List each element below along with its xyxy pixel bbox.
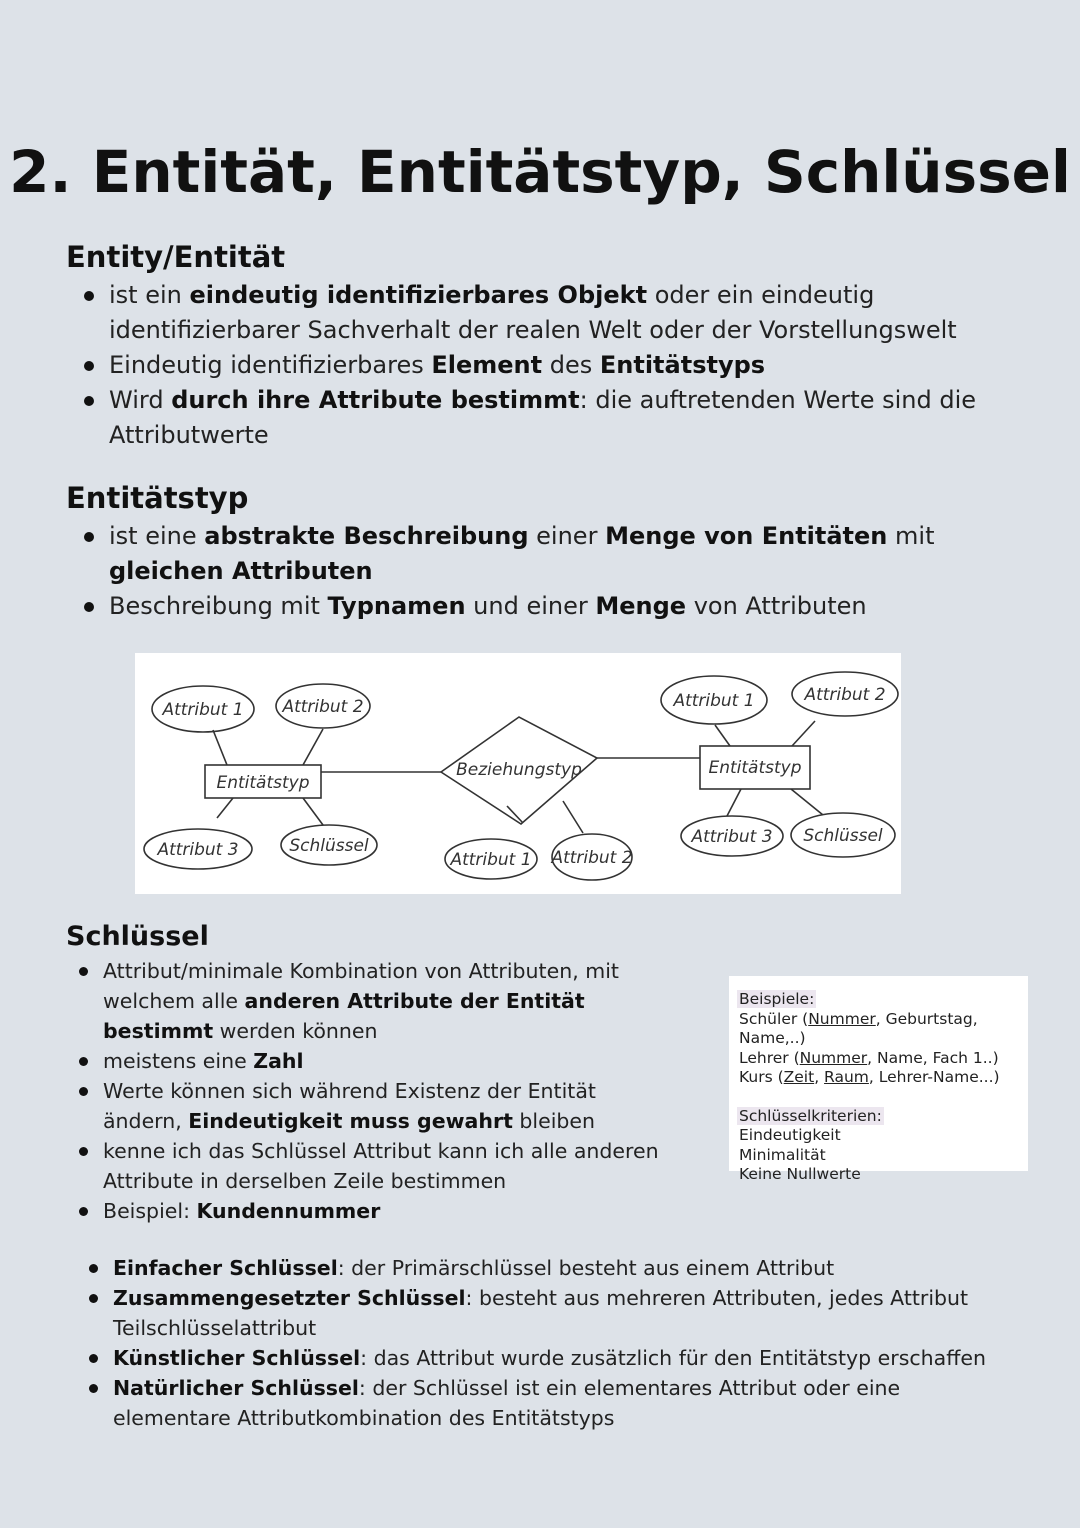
connector-line <box>217 798 233 818</box>
list-item: kenne ich das Schlüssel Attribut kann ich alle anderen Attribute in derselben Zeile bestimmen <box>66 1136 675 1196</box>
diagram-label: Attribut 3 <box>157 840 239 860</box>
list-item: Eindeutig identifizierbares Element des Entitätstyps <box>66 348 1020 383</box>
connector-line <box>715 725 730 746</box>
list-item: Natürlicher Schlüssel: der Schlüssel ist ein elementares Attribut oder eine elementare Attributkombination des Entitätstyps <box>76 1373 1020 1433</box>
entitaetstyp-heading: Entitätstyp <box>66 481 249 515</box>
key-types-list <box>76 1253 1020 1433</box>
examples-label: Beispiele: <box>739 990 815 1008</box>
list-item: Wird durch ihre Attribute bestimmt: die auftretenden Werte sind die Attributwerte <box>66 383 1020 453</box>
schluessel-section <box>66 921 675 1226</box>
diagram-label: Attribut 2 <box>282 697 364 717</box>
entitaetstyp-list <box>66 519 1020 624</box>
criteria-item: Eindeutigkeit <box>739 1126 841 1144</box>
connector-line <box>727 789 741 816</box>
example-line: Kurs (Zeit, Raum, Lehrer-Name...) <box>739 1068 1000 1086</box>
example-line: Schüler (Nummer, Geburtstag, Name,..) <box>739 1009 978 1047</box>
diagram-label: Attribut 1 <box>450 850 532 870</box>
list-item: Künstlicher Schlüssel: das Attribut wurde zusätzlich für den Entitätstyp erschaffen <box>76 1343 1020 1373</box>
diagram-label: Attribut 1 <box>162 700 244 720</box>
list-item: Beispiel: Kundennummer <box>66 1196 675 1226</box>
list-item: Werte können sich während Existenz der Entität ändern, Eindeutigkeit muss gewahrt bleiben <box>66 1076 675 1136</box>
criteria-item: Keine Nullwerte <box>739 1165 861 1183</box>
entity-section <box>66 240 1020 453</box>
schluessel-heading: Schlüssel <box>66 921 209 952</box>
diagram-label: Entitätstyp <box>708 758 802 778</box>
diagram-label: Attribut 3 <box>691 827 773 847</box>
diagram-label: Schlüssel <box>289 836 369 856</box>
diagram-label: Schlüssel <box>803 826 883 846</box>
criteria-label: Schlüsselkriterien: <box>739 1106 882 1125</box>
example-line: Lehrer (Nummer, Name, Fach 1..) <box>739 1048 999 1067</box>
list-item: ist eine abstrakte Beschreibung einer Menge von Entitäten mit gleichen Attributen <box>66 519 1020 589</box>
entity-heading: Entity/Entität <box>66 240 286 274</box>
diagram-label: Attribut 2 <box>804 685 886 705</box>
connector-line <box>792 721 815 746</box>
diagram-label: Entitätstyp <box>216 773 310 793</box>
connector-line <box>213 730 227 765</box>
diagram-label: Beziehungstyp <box>456 760 582 780</box>
connector-line <box>303 798 323 825</box>
connector-line <box>791 789 823 815</box>
examples-box <box>729 976 1028 1183</box>
page-title: 2. Entität, Entitätstyp, Schlüssel <box>9 138 1071 206</box>
diagram-label: Attribut 1 <box>673 691 755 711</box>
schluessel-list <box>66 956 675 1226</box>
entitaetstyp-section <box>66 481 1020 624</box>
list-item: Beschreibung mit Typnamen und einer Menge von Attributen <box>66 589 1020 624</box>
list-item: Zusammengesetzter Schlüssel: besteht aus mehreren Attributen, jedes Attribut Teilschlüsselattribut <box>76 1283 1020 1343</box>
entity-list <box>66 278 1020 453</box>
diagram-label: Attribut 2 <box>551 848 633 868</box>
connector-line <box>303 729 323 765</box>
key-types-section <box>76 1253 1020 1433</box>
list-item: Einfacher Schlüssel: der Primärschlüssel besteht aus einem Attribut <box>76 1253 1020 1283</box>
list-item: ist ein eindeutig identifizierbares Objekt oder ein eindeutig identifizierbarer Sachverhalt der realen Welt oder der Vorstellungswelt <box>66 278 1020 348</box>
list-item: Attribut/minimale Kombination von Attributen, mit welchem alle anderen Attribute der Entität bestimmt werden können <box>66 956 675 1046</box>
criteria-item: Minimalität <box>739 1145 826 1164</box>
list-item: meistens eine Zahl <box>66 1046 675 1076</box>
er-diagram <box>135 653 901 894</box>
connector-line <box>563 801 583 833</box>
